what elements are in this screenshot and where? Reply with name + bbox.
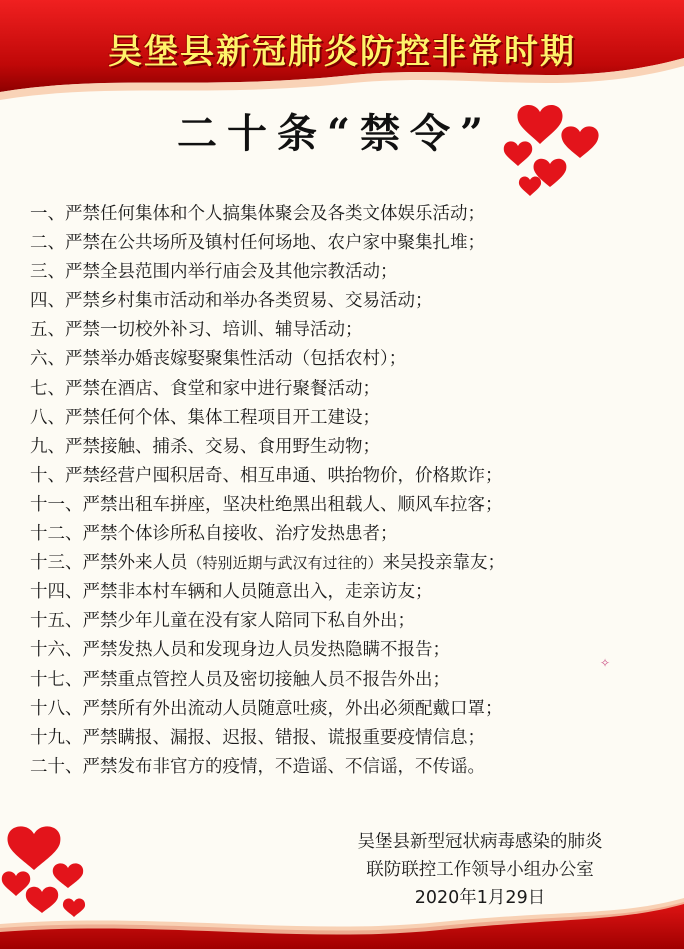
rule-item	[30, 695, 670, 724]
rule-item	[30, 578, 670, 607]
rule-text: 十九、严禁瞒报、漏报、迟报、错报、谎报重要疫情信息；	[30, 727, 485, 748]
rule-item	[30, 316, 670, 345]
rule-text: 八、严禁任何个体、集体工程项目开工建设；	[30, 407, 380, 428]
rule-item	[30, 607, 670, 636]
rule-item	[30, 200, 670, 229]
rule-text: 一、严禁任何集体和个人搞集体聚会及各类文体娱乐活动；	[30, 204, 485, 224]
rule-text: 二、严禁在公共场所及镇村任何场地、农户家中聚集扎堆；	[30, 233, 485, 254]
rule-item	[30, 753, 670, 782]
rule-text: 三、严禁全县范围内举行庙会及其他宗教活动；	[30, 262, 398, 283]
rule-item	[30, 229, 670, 258]
rule-text: 七、严禁在酒店、食堂和家中进行聚餐活动；	[30, 378, 380, 399]
hearts-cluster-bottom-left	[0, 820, 95, 925]
rule-item	[30, 375, 670, 404]
sparkle-icon: ✧	[600, 656, 611, 670]
header-title: 吴堡县新冠肺炎防控非常时期	[108, 32, 576, 72]
rule-item	[30, 404, 670, 433]
rule-text: 十、严禁经营户囤积居奇、相互串通、哄抬物价，价格欺诈；	[30, 465, 503, 486]
issue-date: 2020年1月29日	[414, 888, 546, 908]
rule-text: 九、严禁接触、捕杀、交易、食用野生动物；	[30, 436, 380, 457]
issuer-line-2: 联防联控工作领导小组办公室	[366, 860, 594, 880]
issuer-line-1: 吴堡县新型冠状病毒感染的肺炎	[357, 832, 603, 852]
rule-item	[30, 287, 670, 316]
rule-text: 十七、严禁重点管控人员及密切接触人员不报告外出；	[30, 669, 450, 690]
rule-item	[30, 549, 670, 578]
rule-text: 十四、严禁非本村车辆和人员随意出入，走亲访友；	[30, 582, 433, 603]
rule-text: 十六、严禁发热人员和发现身边人员发热隐瞒不报告；	[30, 640, 450, 661]
rule-text: 十五、严禁少年儿童在没有家人陪同下私自外出；	[30, 611, 415, 632]
rule-item	[30, 491, 670, 520]
rule-text: 六、严禁举办婚丧嫁娶聚集性活动（包括农村）；	[30, 349, 407, 370]
rule-text-tail: 来吴投亲靠友；	[382, 553, 506, 574]
rule-item	[30, 520, 670, 549]
rule-text: 四、严禁乡村集市活动和举办各类贸易、交易活动；	[30, 291, 433, 312]
issuer-signature	[300, 828, 660, 912]
rule-item	[30, 258, 670, 287]
hearts-cluster-top-right	[500, 100, 610, 210]
rule-text: 十二、严禁个体诊所私自接收、治疗发热患者；	[30, 524, 398, 545]
rule-text: 十八、严禁所有外出流动人员随意吐痰，外出必须配戴口罩；	[30, 698, 503, 719]
rule-note: （特别近期与武汉有过往的）	[187, 554, 383, 573]
rule-text: 二十、严禁发布非官方的疫情，不造谣、不信谣，不传谣。	[30, 756, 485, 777]
rule-text: 十三、严禁外来人员	[30, 553, 188, 574]
rules-list	[30, 200, 670, 782]
rule-item	[30, 636, 670, 665]
rule-item	[30, 724, 670, 753]
rule-item	[30, 462, 670, 491]
rule-item	[30, 345, 670, 374]
rule-text: 十一、严禁出租车拼座，坚决杜绝黑出租载人、顺风车拉客；	[30, 494, 503, 515]
rule-text: 五、严禁一切校外补习、培训、辅导活动；	[30, 320, 363, 341]
rule-item	[30, 666, 670, 695]
page-subtitle: 二十条“禁令”	[176, 110, 493, 157]
rule-item	[30, 433, 670, 462]
